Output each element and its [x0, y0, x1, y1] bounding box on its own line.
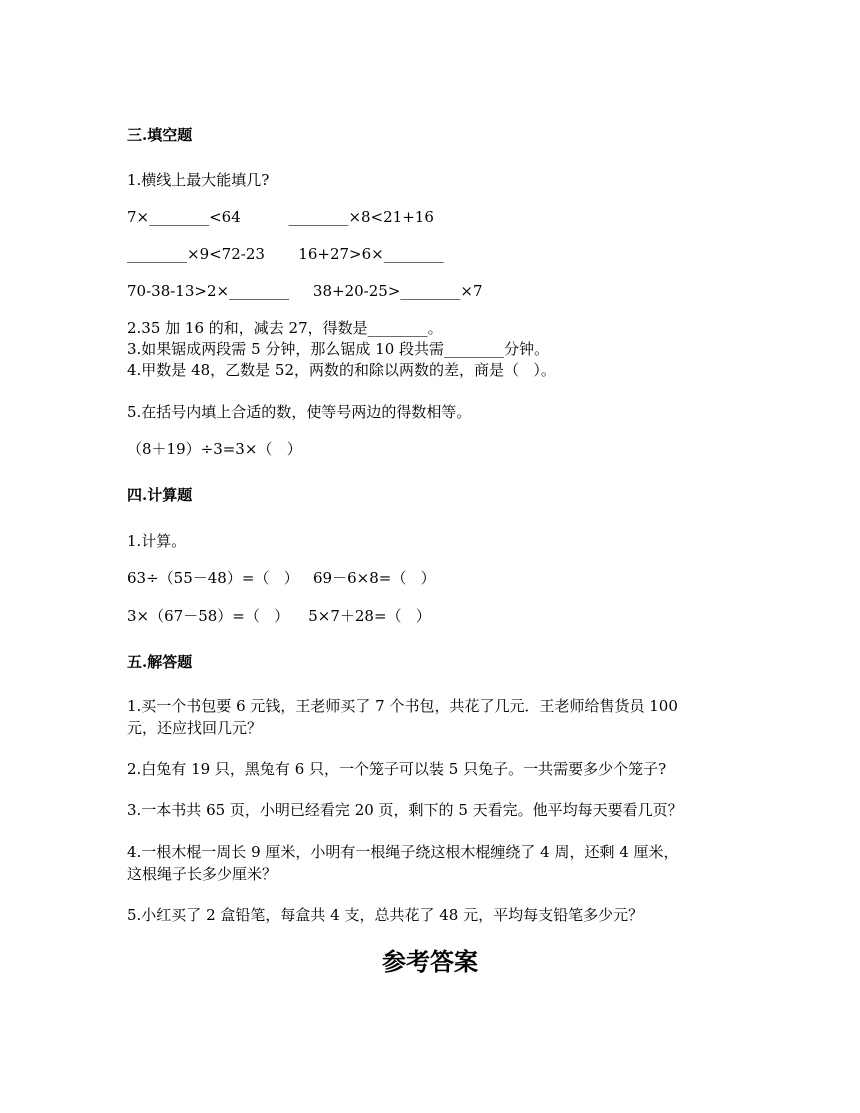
section-heading-word-problems: 五.解答题: [127, 653, 193, 671]
question-4-1: 1.计算。: [127, 532, 187, 550]
question-5-1-line-1: 1.买一个书包要 6 元钱，王老师买了 7 个书包，共花了几元．王老师给售货员 100: [127, 697, 678, 715]
section-heading-calculation: 四.计算题: [127, 486, 193, 504]
section-heading-fill-blank: 三.填空题: [127, 126, 193, 144]
question-5-5: 5.小红买了 2 盒铅笔，每盒共 4 支，总共花了 48 元，平均每支铅笔多少元？: [127, 906, 644, 924]
question-5-4-line-1: 4.一根木棍一周长 9 厘米，小明有一根绳子绕这根木棍缠绕了 4 周，还剩 4 厘米，: [127, 843, 679, 861]
question-5-4-line-2: 这根绳子长多少厘米？: [127, 865, 278, 883]
question-3-1-row-3: 70-38-13>2×________ 38+20-25>________×7: [127, 282, 483, 300]
question-3-5-expression: （8＋19）÷3=3×（ ）: [127, 440, 302, 458]
calculation-row-2: 3×（67－58）=（ ） 5×7＋28=（ ）: [127, 607, 431, 625]
question-3-3: 3.如果锯成两段需 5 分钟，那么锯成 10 段共需________分钟。: [127, 340, 550, 358]
answer-key-title: 参考答案: [382, 947, 478, 976]
question-3-5: 5.在括号内填上合适的数，使等号两边的得数相等。: [127, 403, 472, 421]
question-5-2: 2.白兔有 19 只，黑兔有 6 只，一个笼子可以装 5 只兔子。一共需要多少个笼子?: [127, 760, 667, 778]
question-3-2: 2.35 加 16 的和，减去 27，得数是________。: [127, 319, 443, 337]
question-5-3: 3.一本书共 65 页，小明已经看完 20 页，剩下的 5 天看完。他平均每天要看几页？: [127, 801, 683, 819]
calculation-row-1: 63÷（55－48）=（ ） 69－6×8=（ ）: [127, 569, 436, 587]
question-3-1-row-2: ________×9<72-23 16+27>6×________: [127, 245, 444, 263]
question-3-1: 1.横线上最大能填几?: [127, 171, 270, 189]
question-3-4: 4.甲数是 48，乙数是 52，两数的和除以两数的差，商是（ ）。: [127, 361, 556, 379]
question-3-1-row-1: 7×________<64 ________×8<21+16: [127, 208, 434, 226]
question-5-1-line-2: 元，还应找回几元？: [127, 719, 263, 737]
